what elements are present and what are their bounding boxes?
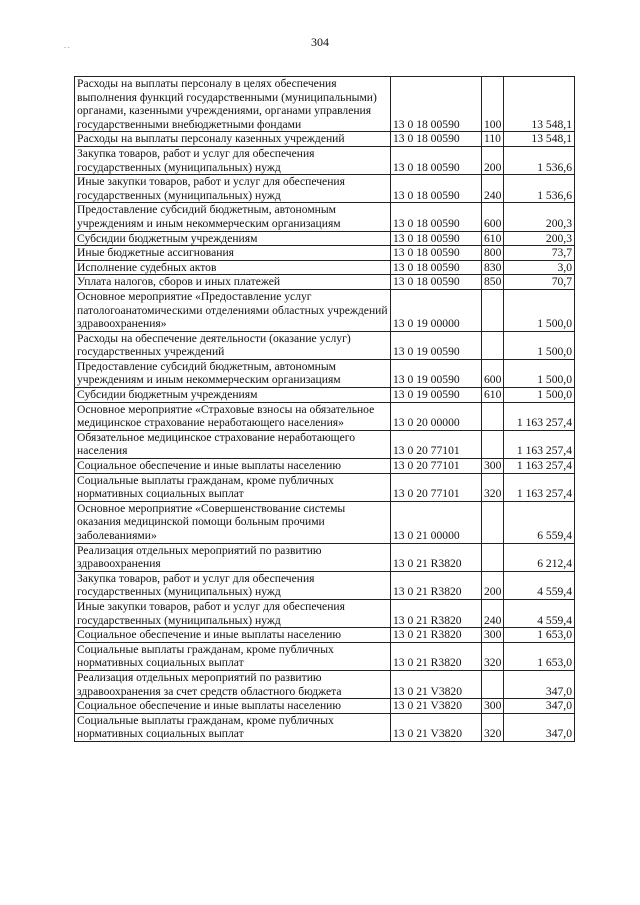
row-name-cell: Основное мероприятие «Страховые взносы на обязательное медицинское страхование неработающего населения» <box>75 402 391 430</box>
row-name-cell: Социальные выплаты гражданам, кроме публичных нормативных социальных выплат <box>75 642 391 670</box>
row-code-cell: 13 0 18 00590 <box>391 146 482 174</box>
table-row <box>75 246 575 261</box>
row-type-cell <box>482 331 504 359</box>
row-amount-cell: 4 559,4 <box>504 571 575 599</box>
row-type-cell: 320 <box>482 713 504 741</box>
row-amount-cell: 1 500,0 <box>504 388 575 403</box>
row-code-cell: 13 0 20 00000 <box>391 402 482 430</box>
row-type-cell <box>482 430 504 458</box>
row-type-cell: 830 <box>482 260 504 275</box>
table-row <box>75 459 575 474</box>
table-row <box>75 628 575 643</box>
row-amount-cell: 347,0 <box>504 670 575 698</box>
row-amount-cell: 1 536,6 <box>504 146 575 174</box>
row-code-cell: 13 0 21 R3820 <box>391 599 482 627</box>
row-amount-cell: 1 500,0 <box>504 289 575 331</box>
row-amount-cell: 1 500,0 <box>504 359 575 387</box>
row-amount-cell: 73,7 <box>504 246 575 261</box>
row-code-cell: 13 0 19 00590 <box>391 359 482 387</box>
table-row <box>75 289 575 331</box>
row-type-cell: 610 <box>482 231 504 246</box>
table-row <box>75 231 575 246</box>
table-row <box>75 599 575 627</box>
row-amount-cell: 1 163 257,4 <box>504 402 575 430</box>
row-code-cell: 13 0 18 00590 <box>391 77 482 132</box>
row-name-cell: Социальное обеспечение и иные выплаты населению <box>75 628 391 643</box>
row-code-cell: 13 0 21 00000 <box>391 501 482 543</box>
row-type-cell: 100 <box>482 77 504 132</box>
row-type-cell: 800 <box>482 246 504 261</box>
row-code-cell: 13 0 18 00590 <box>391 275 482 290</box>
row-name-cell: Закупка товаров, работ и услуг для обеспечения государственных (муниципальных) нужд <box>75 571 391 599</box>
row-code-cell: 13 0 21 R3820 <box>391 571 482 599</box>
row-amount-cell: 1 163 257,4 <box>504 459 575 474</box>
row-amount-cell: 1 653,0 <box>504 628 575 643</box>
row-name-cell: Предоставление субсидий бюджетным, автономным учреждениям и иным некоммерческим организациям <box>75 203 391 231</box>
row-type-cell <box>482 501 504 543</box>
table-row <box>75 543 575 571</box>
row-type-cell <box>482 289 504 331</box>
row-type-cell: 240 <box>482 599 504 627</box>
table-row <box>75 331 575 359</box>
row-name-cell: Расходы на обеспечение деятельности (оказание услуг) государственных учреждений <box>75 331 391 359</box>
row-type-cell <box>482 543 504 571</box>
row-type-cell: 600 <box>482 359 504 387</box>
row-code-cell: 13 0 18 00590 <box>391 260 482 275</box>
row-code-cell: 13 0 20 77101 <box>391 473 482 501</box>
row-amount-cell: 1 163 257,4 <box>504 473 575 501</box>
row-type-cell: 320 <box>482 642 504 670</box>
row-name-cell: Иные закупки товаров, работ и услуг для обеспечения государственных (муниципальных) нужд <box>75 175 391 203</box>
row-code-cell: 13 0 20 77101 <box>391 459 482 474</box>
table-row <box>75 146 575 174</box>
row-type-cell: 320 <box>482 473 504 501</box>
row-amount-cell: 1 500,0 <box>504 331 575 359</box>
row-amount-cell: 1 536,6 <box>504 175 575 203</box>
scan-speck: - - <box>64 45 70 51</box>
row-name-cell: Предоставление субсидий бюджетным, автономным учреждениям и иным некоммерческим организациям <box>75 359 391 387</box>
row-amount-cell: 347,0 <box>504 713 575 741</box>
table-row <box>75 388 575 403</box>
table-row <box>75 473 575 501</box>
row-code-cell: 13 0 18 00590 <box>391 132 482 147</box>
row-code-cell: 13 0 18 00590 <box>391 246 482 261</box>
table-row <box>75 77 575 132</box>
table-row <box>75 402 575 430</box>
row-code-cell: 13 0 20 77101 <box>391 430 482 458</box>
row-name-cell: Основное мероприятие «Предоставление услуг патологоанатомическими отделениями областных учреждений здравоохранения» <box>75 289 391 331</box>
row-code-cell: 13 0 21 V3820 <box>391 670 482 698</box>
table-row <box>75 430 575 458</box>
row-code-cell: 13 0 18 00590 <box>391 203 482 231</box>
row-name-cell: Социальное обеспечение и иные выплаты населению <box>75 699 391 714</box>
row-amount-cell: 1 653,0 <box>504 642 575 670</box>
row-name-cell: Исполнение судебных актов <box>75 260 391 275</box>
row-code-cell: 13 0 19 00590 <box>391 331 482 359</box>
row-type-cell: 300 <box>482 459 504 474</box>
table-row <box>75 571 575 599</box>
row-name-cell: Основное мероприятие «Совершенствование системы оказания медицинской помощи больным прочими заболеваниями» <box>75 501 391 543</box>
row-name-cell: Субсидии бюджетным учреждениям <box>75 388 391 403</box>
row-name-cell: Реализация отдельных мероприятий по развитию здравоохранения за счет средств областного бюджета <box>75 670 391 698</box>
row-amount-cell: 200,3 <box>504 231 575 246</box>
row-name-cell: Расходы на выплаты персоналу казенных учреждений <box>75 132 391 147</box>
row-code-cell: 13 0 21 R3820 <box>391 628 482 643</box>
row-type-cell <box>482 670 504 698</box>
table-row <box>75 260 575 275</box>
row-type-cell: 200 <box>482 146 504 174</box>
row-type-cell: 240 <box>482 175 504 203</box>
row-code-cell: 13 0 18 00590 <box>391 175 482 203</box>
row-amount-cell: 200,3 <box>504 203 575 231</box>
row-code-cell: 13 0 21 V3820 <box>391 699 482 714</box>
table-row <box>75 670 575 698</box>
row-amount-cell: 70,7 <box>504 275 575 290</box>
row-name-cell: Реализация отдельных мероприятий по развитию здравоохранения <box>75 543 391 571</box>
row-amount-cell: 13 548,1 <box>504 77 575 132</box>
row-amount-cell: 347,0 <box>504 699 575 714</box>
budget-table-body <box>75 77 575 742</box>
table-row <box>75 713 575 741</box>
row-code-cell: 13 0 21 V3820 <box>391 713 482 741</box>
row-type-cell: 200 <box>482 571 504 599</box>
table-row <box>75 642 575 670</box>
row-amount-cell: 6 212,4 <box>504 543 575 571</box>
table-row <box>75 132 575 147</box>
row-name-cell: Иные бюджетные ассигнования <box>75 246 391 261</box>
row-code-cell: 13 0 19 00590 <box>391 388 482 403</box>
row-type-cell: 610 <box>482 388 504 403</box>
row-name-cell: Социальные выплаты гражданам, кроме публичных нормативных социальных выплат <box>75 473 391 501</box>
table-row <box>75 175 575 203</box>
row-name-cell: Расходы на выплаты персоналу в целях обеспечения выполнения функций государственными (муниципальными) органами, казенными учреждениями, органами управления государственными внебюджетными фондами <box>75 77 391 132</box>
row-type-cell: 850 <box>482 275 504 290</box>
row-name-cell: Обязательное медицинское страхование неработающего населения <box>75 430 391 458</box>
budget-table <box>74 76 575 742</box>
row-type-cell: 600 <box>482 203 504 231</box>
table-row <box>75 501 575 543</box>
row-type-cell <box>482 402 504 430</box>
table-row <box>75 203 575 231</box>
row-name-cell: Субсидии бюджетным учреждениям <box>75 231 391 246</box>
row-name-cell: Закупка товаров, работ и услуг для обеспечения государственных (муниципальных) нужд <box>75 146 391 174</box>
row-code-cell: 13 0 19 00000 <box>391 289 482 331</box>
row-amount-cell: 13 548,1 <box>504 132 575 147</box>
row-name-cell: Иные закупки товаров, работ и услуг для обеспечения государственных (муниципальных) нужд <box>75 599 391 627</box>
row-code-cell: 13 0 21 R3820 <box>391 543 482 571</box>
row-amount-cell: 1 163 257,4 <box>504 430 575 458</box>
table-row <box>75 699 575 714</box>
row-amount-cell: 3,0 <box>504 260 575 275</box>
row-amount-cell: 6 559,4 <box>504 501 575 543</box>
row-code-cell: 13 0 21 R3820 <box>391 642 482 670</box>
row-type-cell: 300 <box>482 628 504 643</box>
row-type-cell: 300 <box>482 699 504 714</box>
row-amount-cell: 4 559,4 <box>504 599 575 627</box>
table-row <box>75 359 575 387</box>
table-row <box>75 275 575 290</box>
row-name-cell: Социальные выплаты гражданам, кроме публичных нормативных социальных выплат <box>75 713 391 741</box>
row-name-cell: Уплата налогов, сборов и иных платежей <box>75 275 391 290</box>
row-name-cell: Социальное обеспечение и иные выплаты населению <box>75 459 391 474</box>
page-number: 304 <box>311 35 329 49</box>
row-type-cell: 110 <box>482 132 504 147</box>
row-code-cell: 13 0 18 00590 <box>391 231 482 246</box>
